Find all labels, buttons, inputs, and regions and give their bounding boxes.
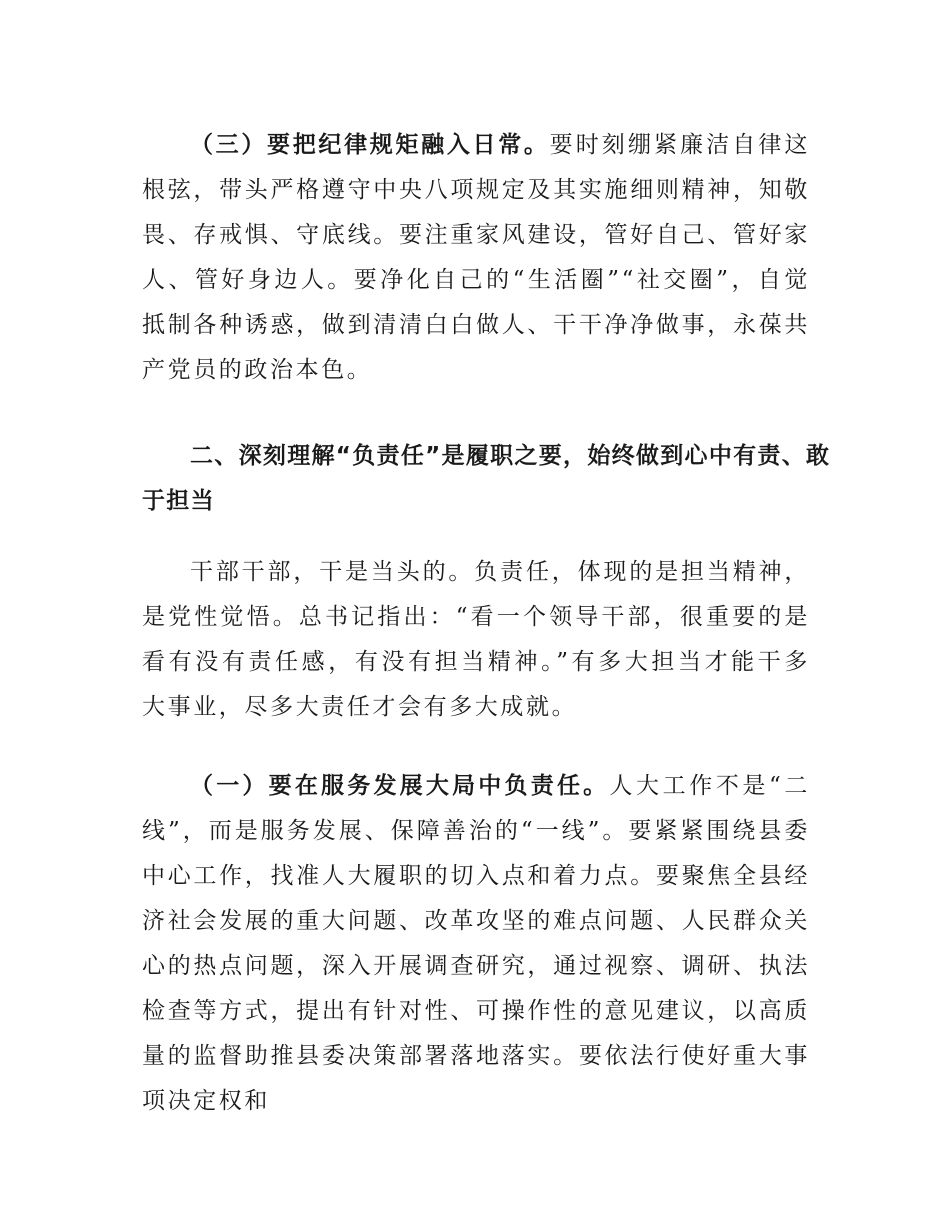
paragraph-lead: （一）要在服务发展大局中负责任。 (190, 773, 610, 799)
paragraph-lead: （三）要把纪律规矩融入日常。 (190, 132, 550, 158)
paragraph-body: 人大工作不是“二线”，而是服务发展、保障善治的“一线”。要紧紧围绕县委中心工作，找准人大履职的切入点和着力点。要聚焦全县经济社会发展的重大问题、改革攻坚的难点问题、人民群众关心的热点问题，深入开展调查研究，通过视察、调研、执法检查等方式，提出有针对性、可操作性的意见建议，以高质量的监督助推县委决策部署落地落实。要依法行使好重大事项决定权和 (142, 773, 811, 1114)
paragraph-serve-development (142, 764, 810, 1124)
paragraph-discipline (142, 123, 810, 393)
section-heading: 二、深刻理解“负责任”是履职之要，始终做到心中有责、敢于担当 (142, 443, 831, 514)
paragraph-responsibility-intro: 干部干部，干是当头的。负责任，体现的是担当精神，是党性觉悟。总书记指出：“看一个领导干部，很重要的是看有没有责任感，有没有担当精神。”有多大担当才能干多大事业，尽多大责任才会有多大成就。 (142, 559, 810, 720)
paragraph-body: 要时刻绷紧廉洁自律这根弦，带头严格遵守中央八项规定及其实施细则精神，知敬畏、存戒惧、守底线。要注重家风建设，管好自己、管好家人、管好身边人。要净化自己的“生活圈”“社交圈”，自觉抵制各种诱惑，做到清清白白做人、干干净净做事，永葆共产党员的政治本色。 (142, 132, 811, 383)
